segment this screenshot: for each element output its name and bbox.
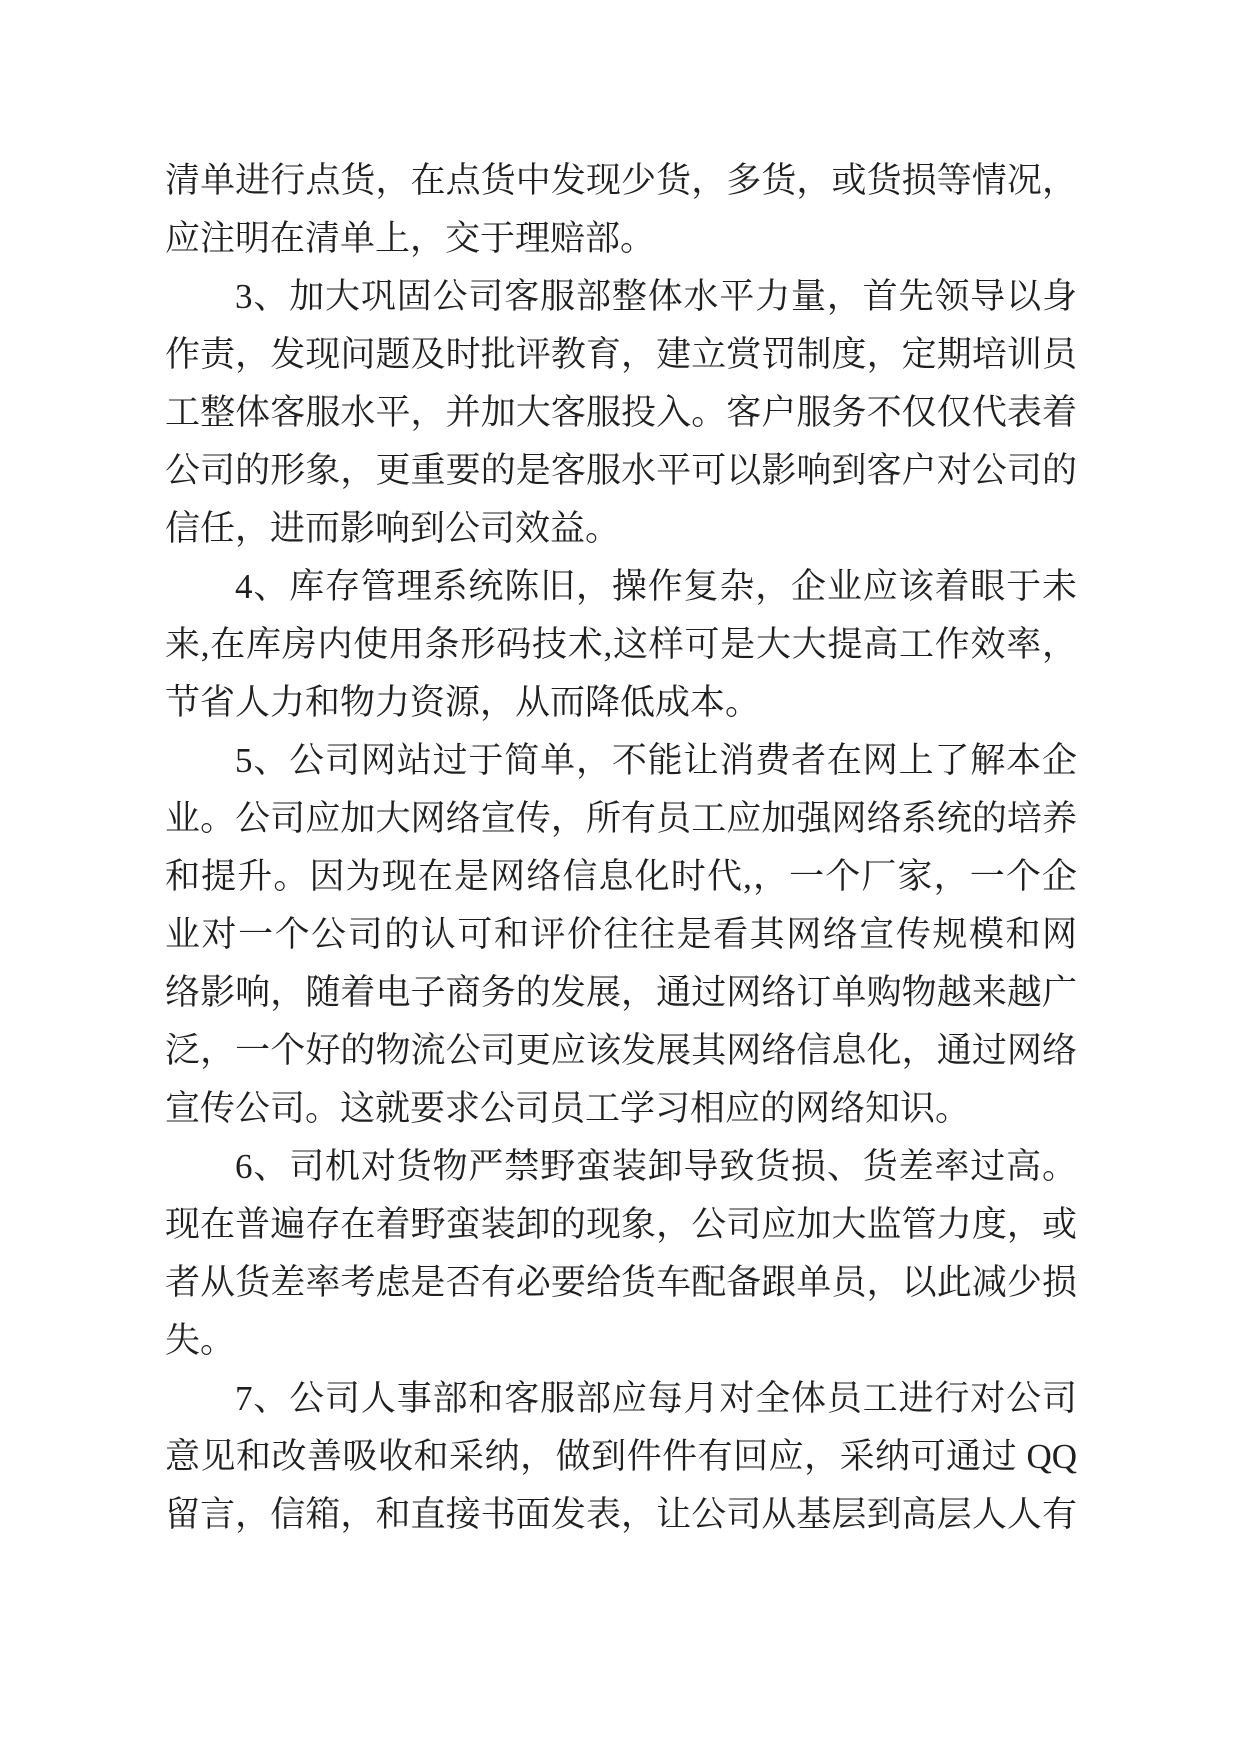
- text-line: 来,在库房内使用条形码技术,这样可是大大提高工作效率，: [165, 625, 1077, 664]
- text-line: 络影响，随着电子商务的发展，通过网络订单购物越来越广: [165, 973, 1077, 1012]
- text-line: 失。: [165, 1321, 236, 1360]
- text-line: 5、公司网站过于简单，不能让消费者在网上了解本企: [235, 741, 1077, 780]
- text-line: 和提升。因为现在是网络信息化时代,，一个厂家，一个企: [165, 857, 1077, 896]
- text-line: 作责，发现问题及时批评教育，建立赏罚制度，定期培训员: [165, 335, 1077, 374]
- text-line: 泛，一个好的物流公司更应该发展其网络信息化，通过网络: [165, 1031, 1077, 1070]
- text-line: 业。公司应加大网络宣传，所有员工应加强网络系统的培养: [165, 799, 1077, 838]
- text-line: 业对一个公司的认可和评价往往是看其网络宣传规模和网: [165, 915, 1077, 954]
- text-line: 现在普遍存在着野蛮装卸的现象，公司应加大监管力度，或: [165, 1205, 1077, 1244]
- text-line: 意见和改善吸收和采纳，做到件件有回应，采纳可通过 QQ: [165, 1437, 1077, 1476]
- text-line: 3、加大巩固公司客服部整体水平力量，首先领导以身: [235, 277, 1077, 316]
- text-line: 信任，进而影响到公司效益。: [165, 509, 621, 548]
- text-line: 应注明在清单上，交于理赔部。: [165, 219, 656, 258]
- text-line: 6、司机对货物严禁野蛮装卸导致货损、货差率过高。: [235, 1147, 1077, 1186]
- text-line: 节省人力和物力资源，从而降低成本。: [165, 683, 761, 722]
- text-line: 公司的形象，更重要的是客服水平可以影响到客户对公司的: [165, 451, 1077, 490]
- text-line: 4、库存管理系统陈旧，操作复杂，企业应该着眼于未: [235, 567, 1077, 606]
- text-line: 留言，信箱，和直接书面发表，让公司从基层到高层人人有: [165, 1495, 1077, 1534]
- text-line: 宣传公司。这就要求公司员工学习相应的网络知识。: [165, 1089, 971, 1128]
- document-body: [165, 152, 1077, 1544]
- text-line: 工整体客服水平，并加大客服投入。客户服务不仅仅代表着: [165, 393, 1077, 432]
- text-line: 者从货差率考虑是否有必要给货车配备跟单员，以此减少损: [165, 1263, 1077, 1302]
- text-line: 7、公司人事部和客服部应每月对全体员工进行对公司: [235, 1379, 1077, 1418]
- text-line: 清单进行点货，在点货中发现少货，多货，或货损等情况，: [165, 161, 1077, 200]
